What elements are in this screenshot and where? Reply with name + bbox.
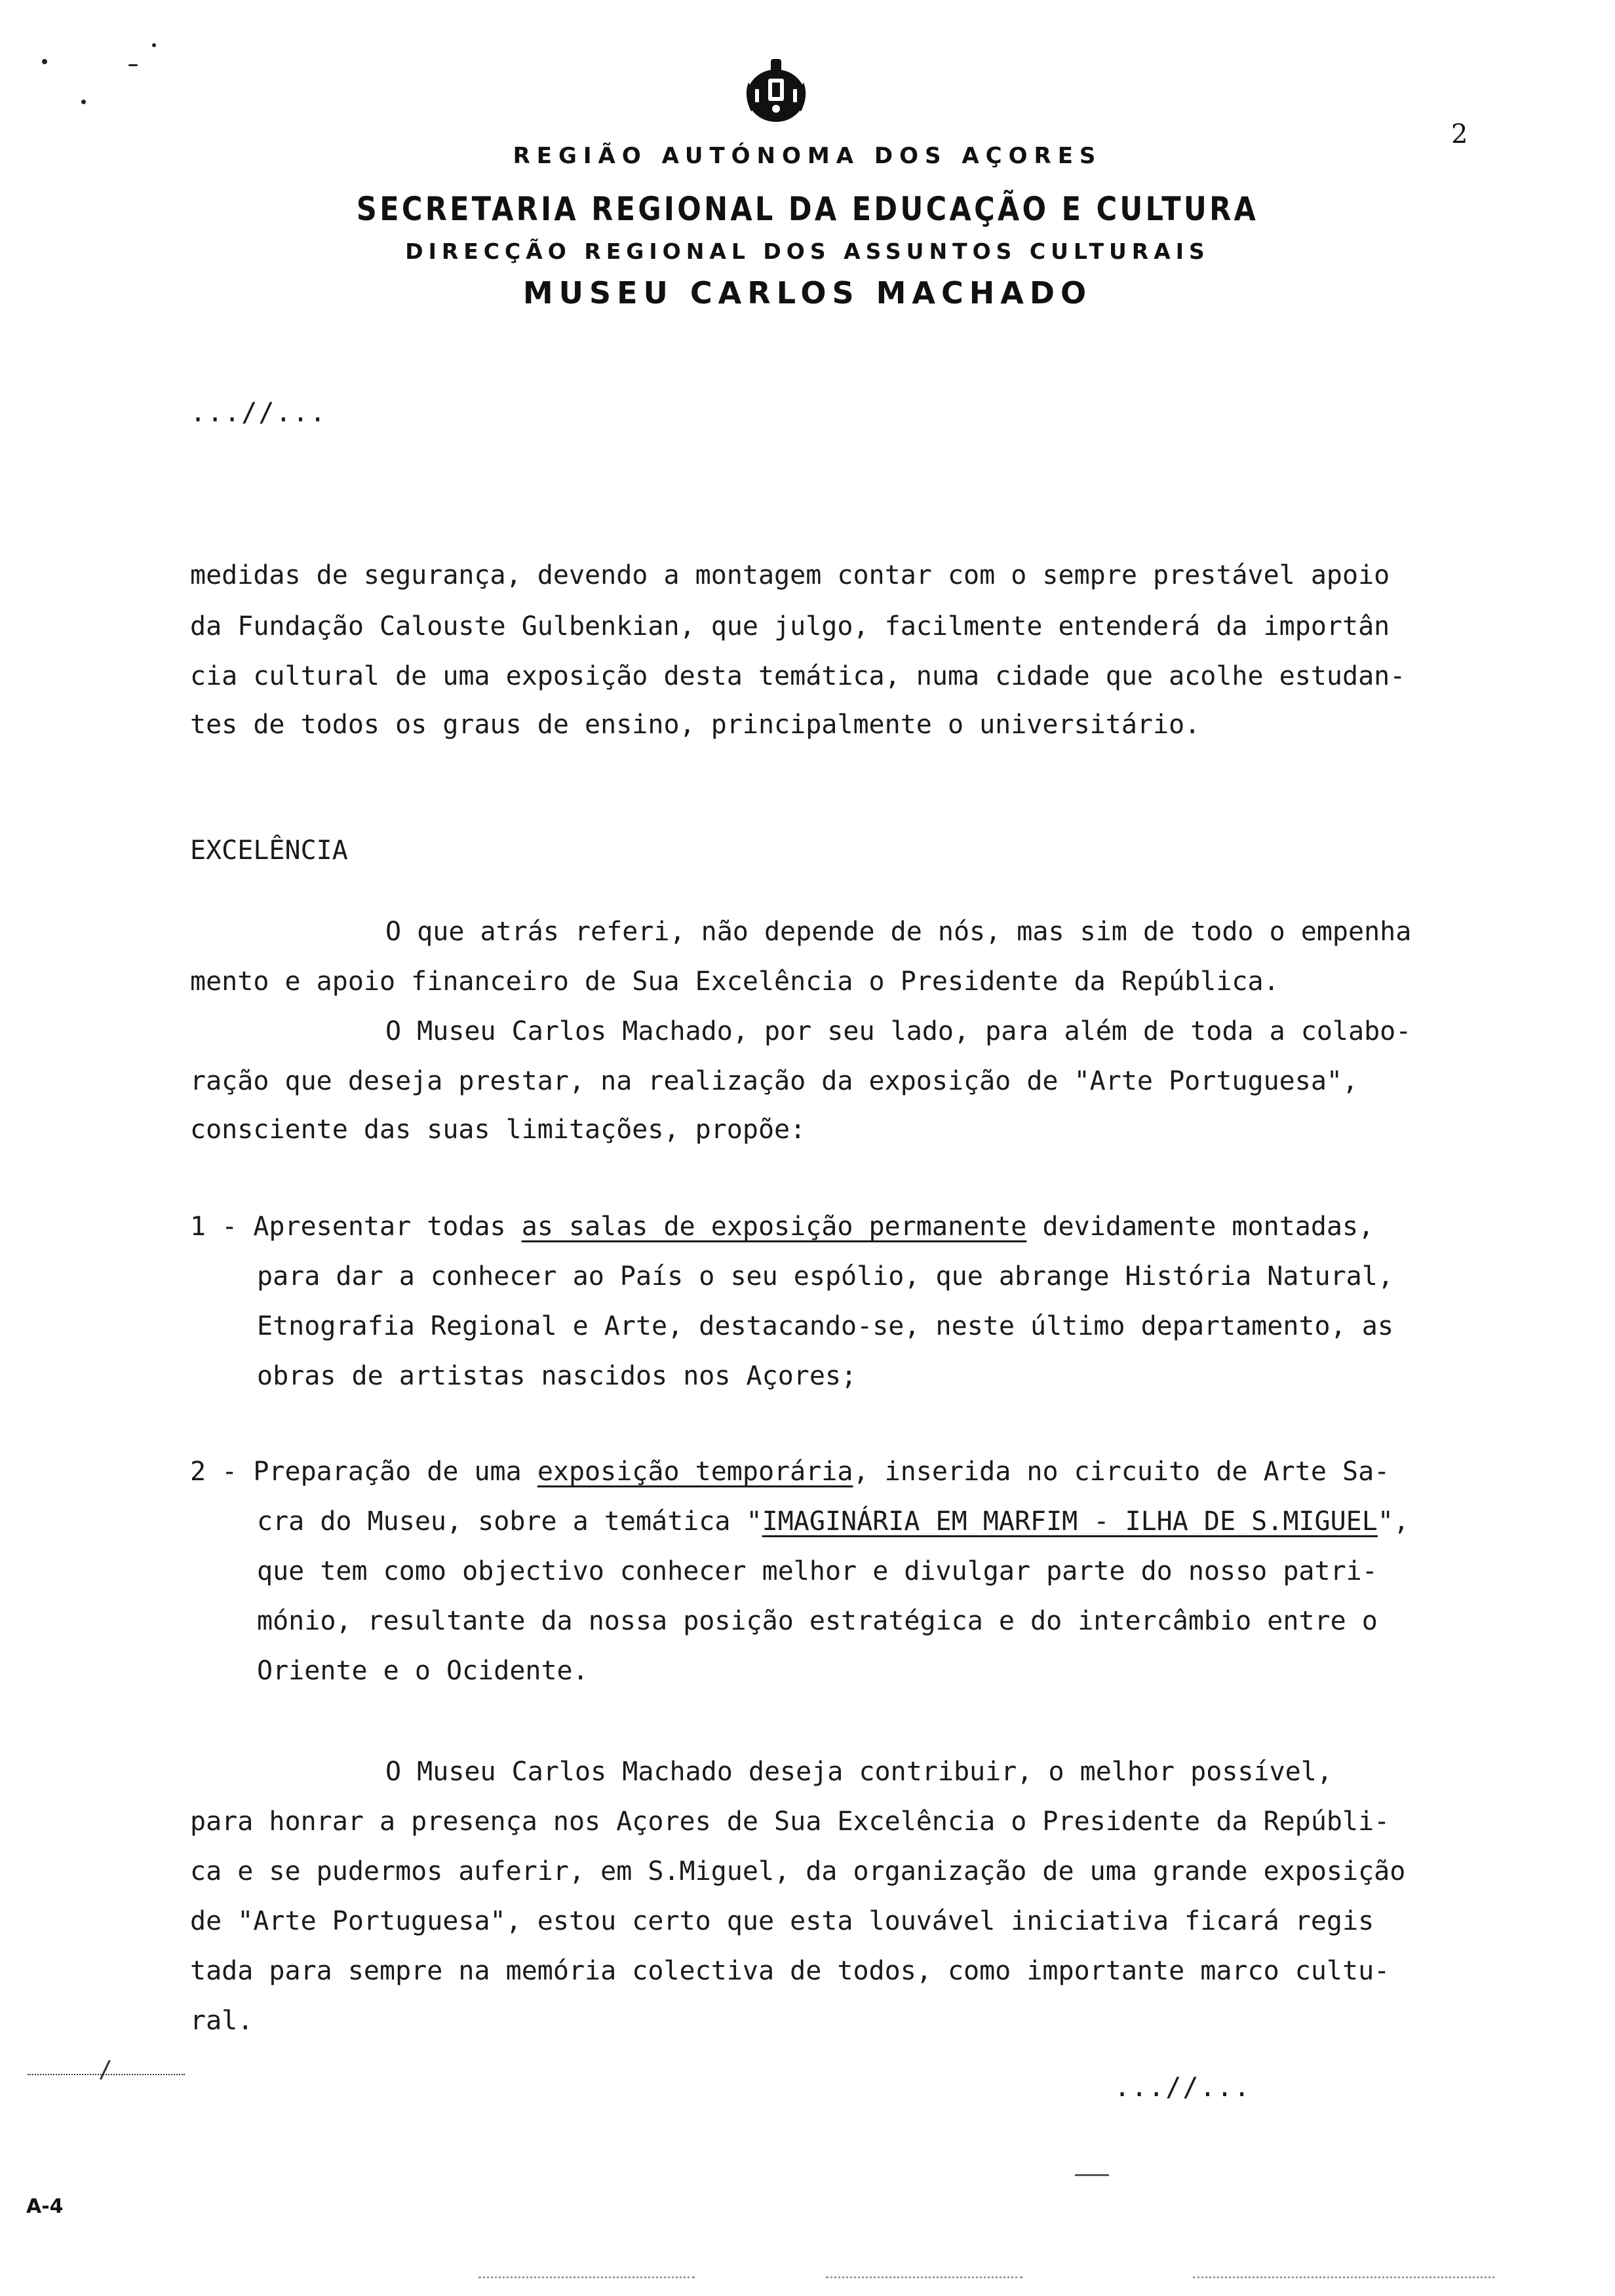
item2-exhibition-title: IMAGINÁRIA EM MARFIM - ILHA DE S.MIGUEL [762,1506,1378,1537]
footer-scan-noise [478,2276,695,2282]
para3-line-1: O Museu Carlos Machado, por seu lado, para além de toda a colabo- [385,1016,1412,1046]
para2-line-1: O que atrás referi, não depende de nós, mas sim de todo o empenha [385,917,1412,947]
item1-lead: 1 - Apresentar todas [190,1212,522,1242]
para4-line-6: ral. [190,2006,254,2036]
para1-line-4: tes de todos os graus de ensino, principalmente o universitário. [190,710,1201,740]
letterhead-region: REGIÃO AUTÓNOMA DOS AÇORES [513,143,1102,169]
item1-line-3: Etnografia Regional e Arte, destacando-se, neste último departamento, as [257,1311,1393,1341]
item2-lead: 2 - Preparação de uma [190,1457,537,1487]
footer-scan-noise [826,2276,1022,2282]
footer-scan-noise [1193,2276,1494,2282]
item2-line-2 [257,1508,1409,1535]
para4-line-3: ca e se pudermos auferir, em S.Miguel, da organização de uma grande exposição [190,1856,1406,1886]
para4-line-2: para honrar a presença nos Açores de Sua Excelência o Presidente da Repúbli- [190,1807,1390,1837]
item2-line-4: mónio, resultante da nossa posição estratégica e do intercâmbio entre o [257,1606,1378,1636]
item1-line-2: para dar a conhecer ao País o seu espólio, que abrange História Natural, [257,1261,1393,1292]
item2-line2-post: ", [1377,1506,1409,1537]
para4-line-4: de "Arte Portuguesa", estou certo que esta louvável iniciativa ficará regis [190,1906,1374,1936]
para4-line-5: tada para sempre na memória colectiva de todos, como importante marco cultu- [190,1956,1390,1986]
item1-tail: devidamente montadas, [1026,1212,1374,1242]
scan-speck [152,43,156,47]
item2-line2-pre: cra do Museu, sobre a temática " [257,1506,762,1537]
salutation: EXCELÊNCIA [190,835,348,866]
para1-line-2: da Fundação Calouste Gulbenkian, que julgo, facilmente entenderá da importân [190,611,1390,641]
scan-speck [81,100,86,104]
para3-line-3: consciente das suas limitações, propõe: [190,1115,806,1145]
scan-speck [128,64,138,66]
margin-code: A-4 [26,2195,64,2218]
scan-speck [42,59,47,64]
para1-line-1: medidas de segurança, devendo a montagem contar com o sempre prestável apoio [190,560,1390,590]
continuation-marker-top: ...//... [190,398,327,428]
item2-line-3: que tem como objectivo conhecer melhor e divulgar parte do nosso patri- [257,1556,1378,1586]
page-number: 2 [1451,119,1468,149]
item2-tail: , inserida no circuito de Arte Sa- [853,1457,1390,1487]
item2-line-1 [190,1459,1390,1485]
item2-line-5: Oriente e o Ocidente. [257,1656,589,1686]
item1-line-1 [190,1214,1374,1240]
item1-underlined: as salas de exposição permanente [521,1212,1027,1242]
para3-line-2: ração que deseja prestar, na realização da exposição de "Arte Portuguesa", [190,1066,1359,1096]
margin-slash-mark: / [98,2056,113,2083]
letterhead-directorate: DIRECÇÃO REGIONAL DOS ASSUNTOS CULTURAIS [405,239,1210,264]
footer-dash [1075,2174,1109,2176]
coat-of-arms-icon [739,56,813,128]
para1-line-3: cia cultural de uma exposição desta temática, numa cidade que acolhe estudan- [190,661,1406,691]
letterhead-secretariat: SECRETARIA REGIONAL DA EDUCAÇÃO E CULTURA [356,190,1259,228]
item2-underlined: exposição temporária [537,1457,853,1487]
item1-line-4: obras de artistas nascidos nos Açores; [257,1361,857,1391]
letterhead-museum: MUSEU CARLOS MACHADO [522,275,1093,311]
para2-line-2: mento e apoio financeiro de Sua Excelência o Presidente da República. [190,966,1279,997]
para4-line-1: O Museu Carlos Machado deseja contribuir, o melhor possível, [385,1757,1333,1787]
continuation-marker-bottom: ...//... [1114,2073,1251,2103]
